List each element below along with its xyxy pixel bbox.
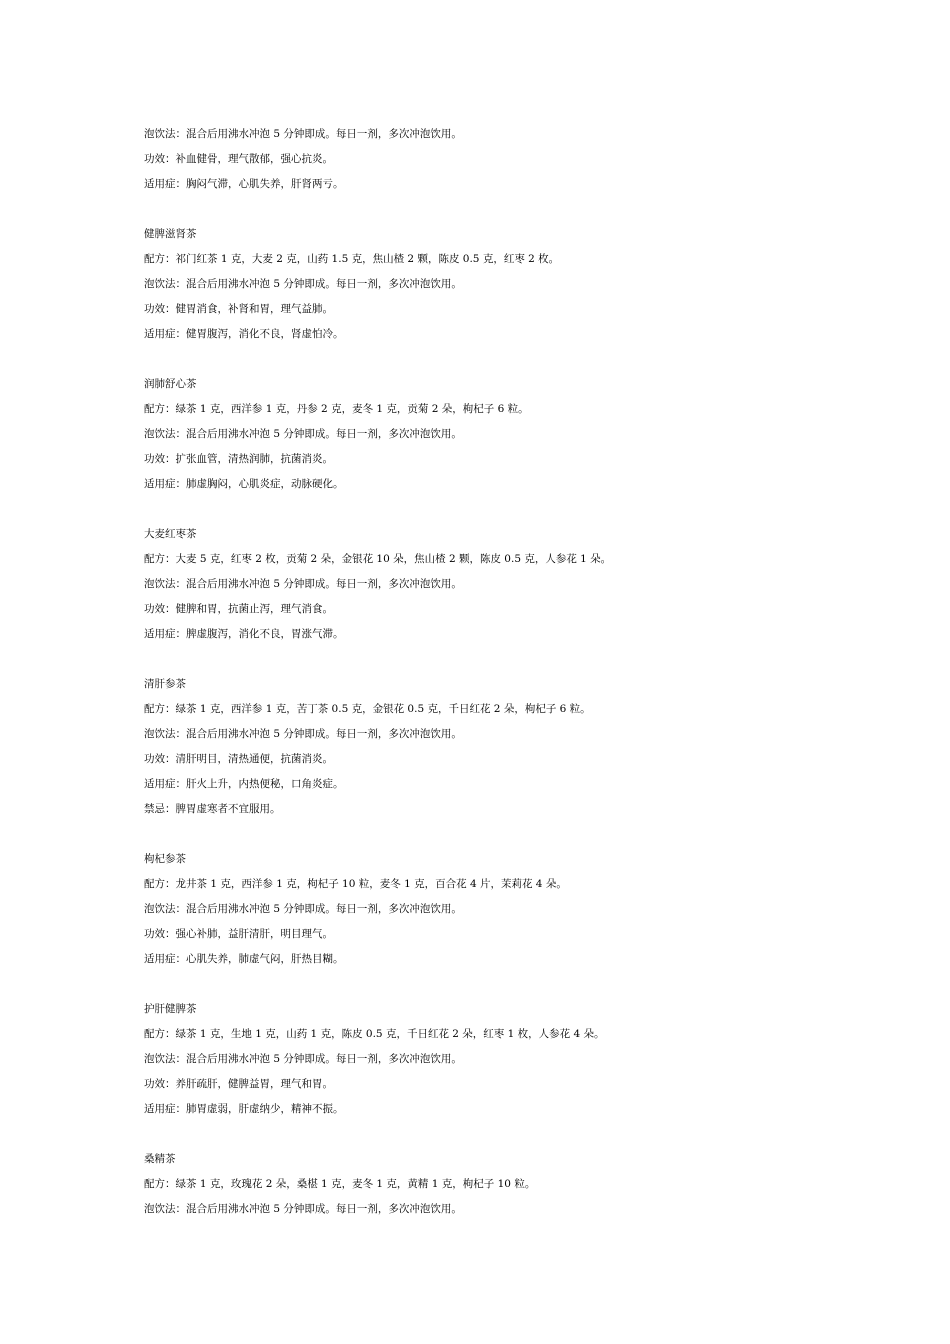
- spacer: [144, 972, 844, 997]
- recipe-indication: 适用症：肺胃虚弱，肝虚纳少，精神不振。: [144, 1103, 344, 1115]
- spacer: [144, 647, 844, 672]
- recipe-method: 泡饮法：混合后用沸水冲泡 5 分钟即成。每日一剂，多次冲泡饮用。: [144, 428, 462, 440]
- recipe-title: 大麦红枣茶: [144, 528, 197, 540]
- lead-method: 泡饮法：混合后用沸水冲泡 5 分钟即成。每日一剂，多次冲泡饮用。: [144, 128, 462, 140]
- recipe-title: 清肝参茶: [144, 678, 186, 690]
- recipe-title: 护肝健脾茶: [144, 1003, 197, 1015]
- recipe-block: [144, 372, 844, 497]
- recipe-title: 枸杞参茶: [144, 853, 186, 865]
- recipe-title: 健脾滋肾茶: [144, 228, 197, 240]
- spacer: [144, 497, 844, 522]
- recipe-title: 桑精茶: [144, 1153, 176, 1165]
- spacer: [144, 822, 844, 847]
- recipe-method: 泡饮法：混合后用沸水冲泡 5 分钟即成。每日一剂，多次冲泡饮用。: [144, 278, 462, 290]
- recipe-indication: 适用症：肝火上升，内热便秘，口角炎症。: [144, 778, 344, 790]
- recipe-method: 泡饮法：混合后用沸水冲泡 5 分钟即成。每日一剂，多次冲泡饮用。: [144, 903, 462, 915]
- recipe-block: [144, 672, 844, 822]
- recipe-indication: 适用症：心肌失养，肺虚气闷，肝热目糊。: [144, 953, 344, 965]
- recipe-formula: 配方：龙井茶 1 克，西洋参 1 克，枸杞子 10 粒，麦冬 1 克，百合花 4 片，茉莉花 4 朵。: [144, 878, 567, 890]
- recipe-method: 泡饮法：混合后用沸水冲泡 5 分钟即成。每日一剂，多次冲泡饮用。: [144, 1053, 462, 1065]
- recipe-effect: 功效：扩张血管，清热润肺，抗菌消炎。: [144, 453, 333, 465]
- recipe-formula: 配方：绿茶 1 克，西洋参 1 克，丹参 2 克，麦冬 1 克，贡菊 2 朵，枸杞子 6 粒。: [144, 403, 529, 415]
- recipe-indication: 适用症：脾虚腹泻，消化不良，胃涨气滞。: [144, 628, 344, 640]
- recipe-block: [144, 222, 844, 347]
- recipe-formula: 配方：绿茶 1 克，西洋参 1 克，苦丁茶 0.5 克，金银花 0.5 克，千日红花 2 朵，枸杞子 6 粒。: [144, 703, 591, 715]
- recipe-method: 泡饮法：混合后用沸水冲泡 5 分钟即成。每日一剂，多次冲泡饮用。: [144, 728, 462, 740]
- recipe-indication: 适用症：健胃腹泻，消化不良，肾虚怕冷。: [144, 328, 344, 340]
- recipe-method: 泡饮法：混合后用沸水冲泡 5 分钟即成。每日一剂，多次冲泡饮用。: [144, 578, 462, 590]
- recipe-formula: 配方：祁门红茶 1 克，大麦 2 克，山药 1.5 克，焦山楂 2 颗，陈皮 0.5 克，红枣 2 枚。: [144, 253, 560, 265]
- recipe-formula: 配方：大麦 5 克，红枣 2 枚，贡菊 2 朵，金银花 10 朵，焦山楂 2 颗，陈皮 0.5 克，人参花 1 朵。: [144, 553, 612, 565]
- recipe-effect: 功效：健胃消食，补肾和胃，理气益肺。: [144, 303, 333, 315]
- lead-indication: 适用症：胸闷气滞，心肌失养，肝肾两亏。: [144, 178, 344, 190]
- recipe-effect: 功效：清肝明目，清热通便，抗菌消炎。: [144, 753, 333, 765]
- recipe-effect: 功效：强心补肺，益肝清肝，明目理气。: [144, 928, 333, 940]
- recipe-block: [144, 847, 844, 972]
- recipe-block: [144, 997, 844, 1122]
- spacer: [144, 1122, 844, 1147]
- recipe-contraindication: 禁忌：脾胃虚寒者不宜服用。: [144, 803, 281, 815]
- recipe-effect: 功效：养肝疏肝，健脾益胃，理气和胃。: [144, 1078, 333, 1090]
- lead-effect: 功效：补血健骨，理气散郁，强心抗炎。: [144, 153, 333, 165]
- recipe-block: [144, 1147, 844, 1222]
- recipe-method: 泡饮法：混合后用沸水冲泡 5 分钟即成。每日一剂，多次冲泡饮用。: [144, 1203, 462, 1215]
- document-body: [144, 122, 844, 1222]
- recipe-indication: 适用症：肺虚胸闷，心肌炎症，动脉硬化。: [144, 478, 344, 490]
- recipe-formula: 配方：绿茶 1 克，玫瑰花 2 朵，桑椹 1 克，麦冬 1 克，黄精 1 克，枸杞子 10 粒。: [144, 1178, 536, 1190]
- recipe-formula: 配方：绿茶 1 克，生地 1 克，山药 1 克，陈皮 0.5 克，千日红花 2 朵，红枣 1 枚，人参花 4 朵。: [144, 1028, 605, 1040]
- recipe-block: [144, 522, 844, 647]
- recipe-effect: 功效：健脾和胃，抗菌止泻，理气消食。: [144, 603, 333, 615]
- spacer: [144, 347, 844, 372]
- recipe-title: 润肺舒心茶: [144, 378, 197, 390]
- spacer: [144, 197, 844, 222]
